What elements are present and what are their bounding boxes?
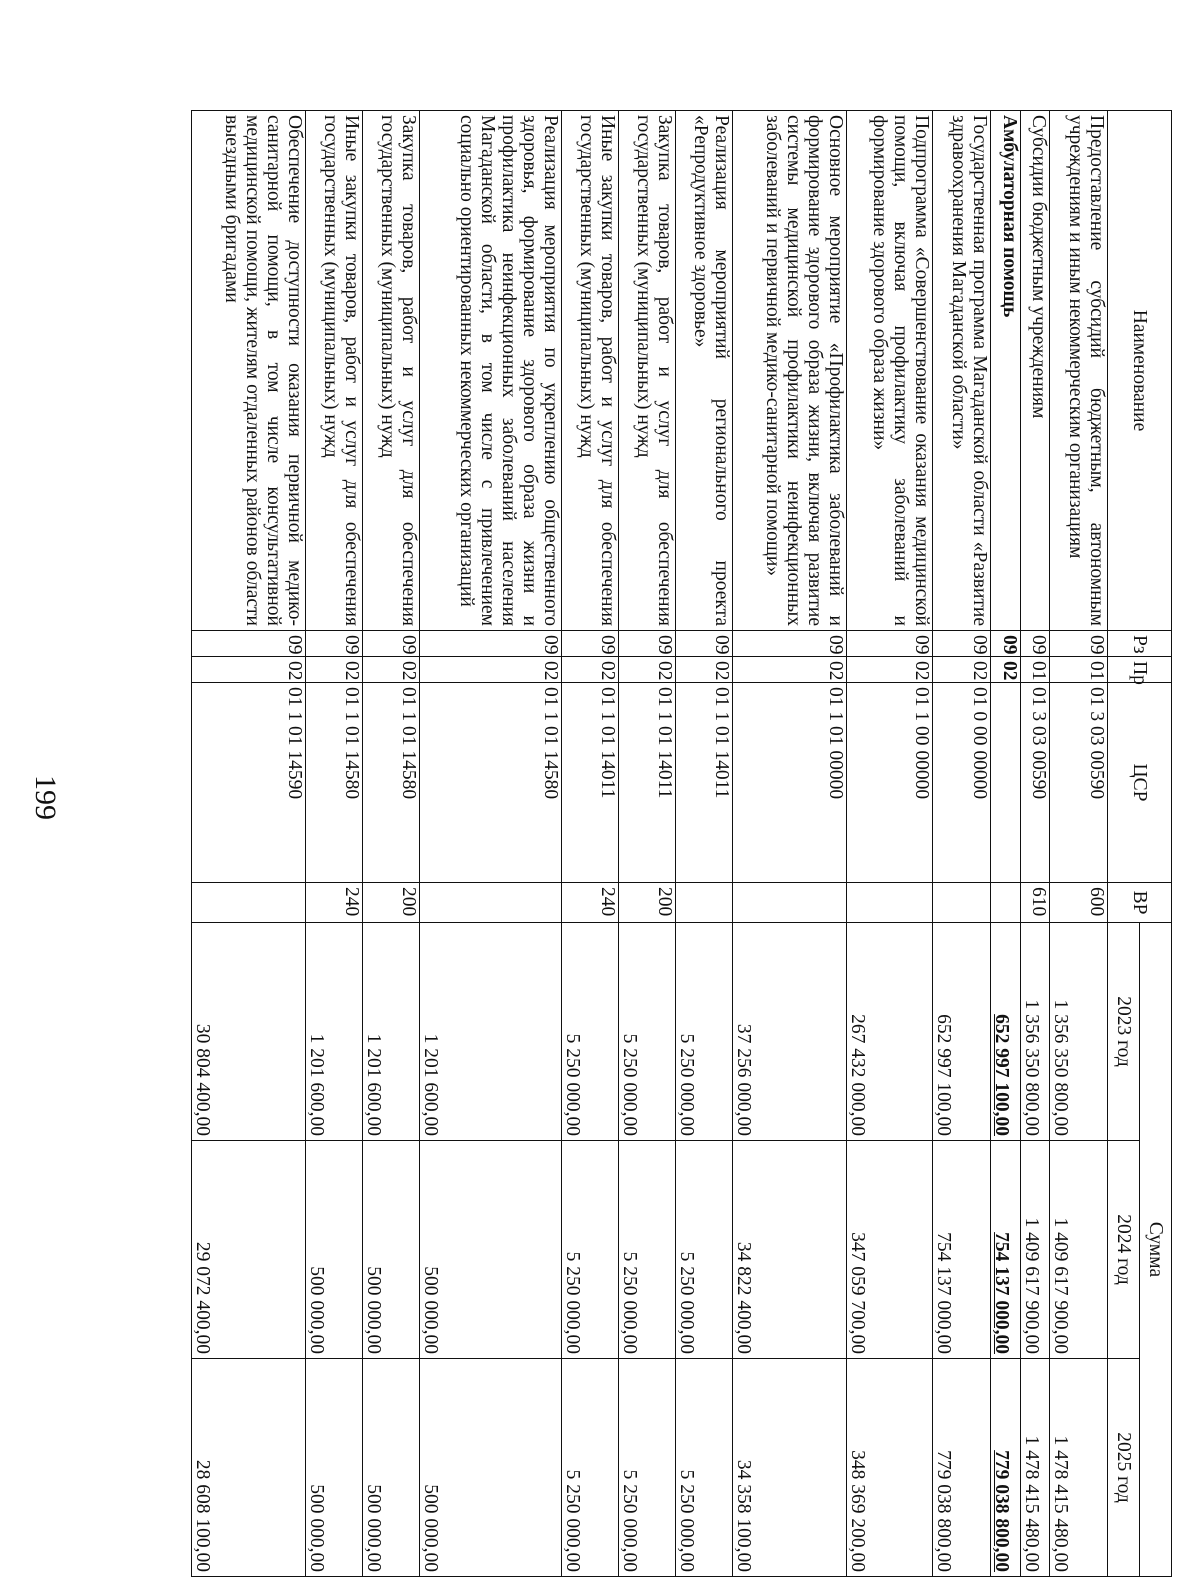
row-rz: 09	[420, 631, 562, 657]
row-sum-2023-value: 1 356 350 800,00	[1050, 999, 1071, 1136]
row-rz: 09	[306, 631, 363, 657]
row-sum-2025	[420, 1359, 562, 1577]
row-vr: 200	[619, 883, 676, 923]
table-row	[847, 111, 933, 1577]
row-sum-2024	[306, 1141, 363, 1359]
row-name: Подпрограмма «Совершенствование оказания медицинской помощи, включая профилактику заболеваний и формирование здорового образа жизни»	[847, 111, 933, 631]
row-sum-2023-value: 37 256 000,00	[733, 1023, 754, 1136]
row-pr: 02	[733, 657, 847, 683]
row-pr: 02	[991, 657, 1021, 683]
header-pr: Пр	[1108, 657, 1172, 683]
row-pr: 02	[306, 657, 363, 683]
row-sum-2025	[562, 1359, 619, 1577]
row-pr: 02	[192, 657, 306, 683]
row-sum-2025-value: 500 000,00	[363, 1484, 384, 1572]
header-name: Наименование	[1108, 111, 1172, 631]
table-row	[933, 111, 991, 1577]
header-vr: ВР	[1108, 883, 1172, 923]
row-sum-2024	[991, 1141, 1021, 1359]
row-name: Реализация мероприятия по укреплению общественного здоровья, формирование здорового образа жизни и профилактика неинфекционных заболеваний населения Магаданской области, в том числе с привлечением социально ориентированных некоммерческих организаций	[420, 111, 562, 631]
row-sum-2023	[933, 923, 991, 1141]
row-sum-2025-value: 1 478 415 480,00	[1021, 1435, 1042, 1572]
row-vr: 240	[562, 883, 619, 923]
row-sum-2025-value: 348 369 200,00	[847, 1450, 868, 1572]
header-year-2024: 2024 год	[1108, 1141, 1140, 1359]
row-sum-2025-value: 779 038 800,00	[991, 1450, 1012, 1572]
row-sum-2025-value: 500 000,00	[420, 1484, 441, 1572]
table-row	[306, 111, 363, 1577]
budget-table-container	[172, 110, 1172, 1576]
row-name: Субсидии бюджетным учреждениям	[1021, 111, 1050, 631]
row-sum-2025	[676, 1359, 733, 1577]
row-vr	[933, 883, 991, 923]
row-sum-2024-value: 5 250 000,00	[619, 1251, 640, 1354]
row-name: Реализация мероприятий регионального проекта «Репродуктивное здоровье»	[676, 111, 733, 631]
row-name: Закупка товаров, работ и услуг для обеспечения государственных (муниципальных) нужд	[363, 111, 420, 631]
row-sum-2023	[420, 923, 562, 1141]
row-csr: 01 0 00 00000	[933, 683, 991, 883]
table-row	[192, 111, 306, 1577]
row-name: Иные закупки товаров, работ и услуг для обеспечения государственных (муниципальных) нужд	[306, 111, 363, 631]
row-csr: 01 3 03 00590	[1050, 683, 1108, 883]
table-row	[733, 111, 847, 1577]
row-pr: 01	[1050, 657, 1108, 683]
row-sum-2024-value: 1 409 617 900,00	[1021, 1217, 1042, 1354]
row-sum-2023	[676, 923, 733, 1141]
header-sum: Сумма	[1140, 923, 1172, 1577]
row-csr: 01 1 01 14590	[192, 683, 306, 883]
row-sum-2024-value: 500 000,00	[306, 1266, 327, 1354]
header-year-2025: 2025 год	[1108, 1359, 1140, 1577]
row-sum-2025	[733, 1359, 847, 1577]
row-sum-2025-value: 779 038 800,00	[933, 1450, 954, 1572]
row-rz: 09	[562, 631, 619, 657]
row-pr: 01	[1021, 657, 1050, 683]
row-sum-2024	[619, 1141, 676, 1359]
row-pr: 02	[562, 657, 619, 683]
row-sum-2023	[991, 923, 1021, 1141]
table-row	[420, 111, 562, 1577]
row-name: Государственная программа Магаданской области «Развитие здравоохранения Магаданской области»	[933, 111, 991, 631]
row-csr: 01 1 01 14580	[363, 683, 420, 883]
row-name: Предоставление субсидий бюджетным, автономным учреждениям и иным некоммерческим организациям	[1050, 111, 1108, 631]
row-sum-2023-value: 652 997 100,00	[991, 1014, 1012, 1136]
row-sum-2023	[363, 923, 420, 1141]
page-number: 199	[29, 775, 62, 820]
row-sum-2023	[1050, 923, 1108, 1141]
header-csr: ЦСР	[1108, 683, 1172, 883]
row-csr: 01 3 03 00590	[1021, 683, 1050, 883]
row-vr: 610	[1021, 883, 1050, 923]
table-row	[1050, 111, 1108, 1577]
row-sum-2023-value: 1 201 600,00	[363, 1033, 384, 1136]
row-sum-2024	[562, 1141, 619, 1359]
row-sum-2023-value: 5 250 000,00	[562, 1033, 583, 1136]
row-sum-2023-value: 1 356 350 800,00	[1021, 999, 1042, 1136]
table-row	[991, 111, 1021, 1577]
row-rz: 09	[847, 631, 933, 657]
row-sum-2023	[847, 923, 933, 1141]
row-sum-2024-value: 754 137 000,00	[991, 1232, 1012, 1354]
row-sum-2025-value: 1 478 415 480,00	[1050, 1435, 1071, 1572]
row-sum-2023-value: 1 201 600,00	[306, 1033, 327, 1136]
row-sum-2024	[676, 1141, 733, 1359]
row-sum-2023-value: 5 250 000,00	[619, 1033, 640, 1136]
row-sum-2023-value: 5 250 000,00	[676, 1033, 697, 1136]
row-sum-2023-value: 652 997 100,00	[933, 1014, 954, 1136]
row-sum-2025	[619, 1359, 676, 1577]
row-sum-2024-value: 347 059 700,00	[847, 1232, 868, 1354]
row-sum-2024	[363, 1141, 420, 1359]
row-sum-2023	[306, 923, 363, 1141]
row-sum-2024-value: 5 250 000,00	[562, 1251, 583, 1354]
row-pr: 02	[847, 657, 933, 683]
row-sum-2025-value: 5 250 000,00	[676, 1469, 697, 1572]
row-sum-2023-value: 267 432 000,00	[847, 1014, 868, 1136]
row-rz: 09	[733, 631, 847, 657]
row-sum-2025	[1021, 1359, 1050, 1577]
row-rz: 09	[676, 631, 733, 657]
row-sum-2024	[420, 1141, 562, 1359]
row-pr: 02	[619, 657, 676, 683]
row-sum-2025	[363, 1359, 420, 1577]
row-vr: 240	[306, 883, 363, 923]
row-csr: 01 1 01 14580	[420, 683, 562, 883]
row-sum-2025-value: 5 250 000,00	[619, 1469, 640, 1572]
row-sum-2023-value: 1 201 600,00	[420, 1033, 441, 1136]
row-vr	[676, 883, 733, 923]
header-year-2023: 2023 год	[1108, 923, 1140, 1141]
row-csr: 01 1 00 00000	[847, 683, 933, 883]
budget-table	[191, 110, 1172, 1577]
row-sum-2025-value: 34 358 100,00	[733, 1459, 754, 1572]
row-csr: 01 1 01 14011	[619, 683, 676, 883]
row-rz: 09	[933, 631, 991, 657]
row-name: Амбулаторная помощь	[991, 111, 1021, 631]
row-sum-2024	[933, 1141, 991, 1359]
row-sum-2025	[192, 1359, 306, 1577]
row-sum-2024-value: 34 822 400,00	[733, 1241, 754, 1354]
row-name: Закупка товаров, работ и услуг для обеспечения государственных (муниципальных) нужд	[619, 111, 676, 631]
row-sum-2024	[192, 1141, 306, 1359]
row-sum-2024-value: 29 072 400,00	[192, 1241, 213, 1354]
row-sum-2025	[991, 1359, 1021, 1577]
row-csr: 01 1 01 14011	[562, 683, 619, 883]
table-row	[1021, 111, 1050, 1577]
row-vr	[733, 883, 847, 923]
row-name: Основное мероприятие «Профилактика заболеваний и формирование здорового образа жизни, включая развитие системы медицинской профилактики неинфекционных заболеваний и первичной медико-санитарной помощи»	[733, 111, 847, 631]
row-pr: 02	[420, 657, 562, 683]
row-rz: 09	[619, 631, 676, 657]
row-vr	[847, 883, 933, 923]
row-sum-2024	[733, 1141, 847, 1359]
row-sum-2024-value: 500 000,00	[420, 1266, 441, 1354]
row-pr: 02	[933, 657, 991, 683]
row-csr: 01 1 01 14011	[676, 683, 733, 883]
row-sum-2024-value: 5 250 000,00	[676, 1251, 697, 1354]
row-sum-2023	[1021, 923, 1050, 1141]
row-csr: 01 1 01 14580	[306, 683, 363, 883]
row-csr	[991, 683, 1021, 883]
row-sum-2023	[562, 923, 619, 1141]
row-sum-2025-value: 28 608 100,00	[192, 1459, 213, 1572]
row-name: Иные закупки товаров, работ и услуг для обеспечения государственных (муниципальных) нужд	[562, 111, 619, 631]
row-sum-2024	[1050, 1141, 1108, 1359]
row-sum-2025-value: 500 000,00	[306, 1484, 327, 1572]
row-rz: 09	[1021, 631, 1050, 657]
table-body	[192, 111, 1108, 1577]
row-sum-2025-value: 5 250 000,00	[562, 1469, 583, 1572]
table-row	[363, 111, 420, 1577]
row-sum-2024-value: 754 137 000,00	[933, 1232, 954, 1354]
row-sum-2024	[1021, 1141, 1050, 1359]
table-row	[676, 111, 733, 1577]
row-rz: 09	[192, 631, 306, 657]
row-rz: 09	[1050, 631, 1108, 657]
row-csr: 01 1 01 00000	[733, 683, 847, 883]
header-rz: Рз	[1108, 631, 1172, 657]
row-sum-2023	[733, 923, 847, 1141]
row-vr	[991, 883, 1021, 923]
row-vr: 600	[1050, 883, 1108, 923]
row-sum-2024-value: 500 000,00	[363, 1266, 384, 1354]
row-vr: 200	[363, 883, 420, 923]
row-sum-2024-value: 1 409 617 900,00	[1050, 1217, 1071, 1354]
row-sum-2023-value: 30 804 400,00	[192, 1023, 213, 1136]
row-sum-2025	[847, 1359, 933, 1577]
row-sum-2025	[306, 1359, 363, 1577]
row-name: Обеспечение доступности оказания первичной медико-санитарной помощи, в том числе консультативной медицинской помощи, жителям отдаленных районов области выездными бригадами	[192, 111, 306, 631]
table-row	[562, 111, 619, 1577]
row-sum-2024	[847, 1141, 933, 1359]
row-sum-2023	[619, 923, 676, 1141]
row-pr: 02	[363, 657, 420, 683]
row-pr: 02	[676, 657, 733, 683]
table-row	[619, 111, 676, 1577]
row-vr	[420, 883, 562, 923]
row-rz: 09	[991, 631, 1021, 657]
row-sum-2025	[1050, 1359, 1108, 1577]
row-sum-2023	[192, 923, 306, 1141]
row-vr	[192, 883, 306, 923]
row-rz: 09	[363, 631, 420, 657]
row-sum-2025	[933, 1359, 991, 1577]
